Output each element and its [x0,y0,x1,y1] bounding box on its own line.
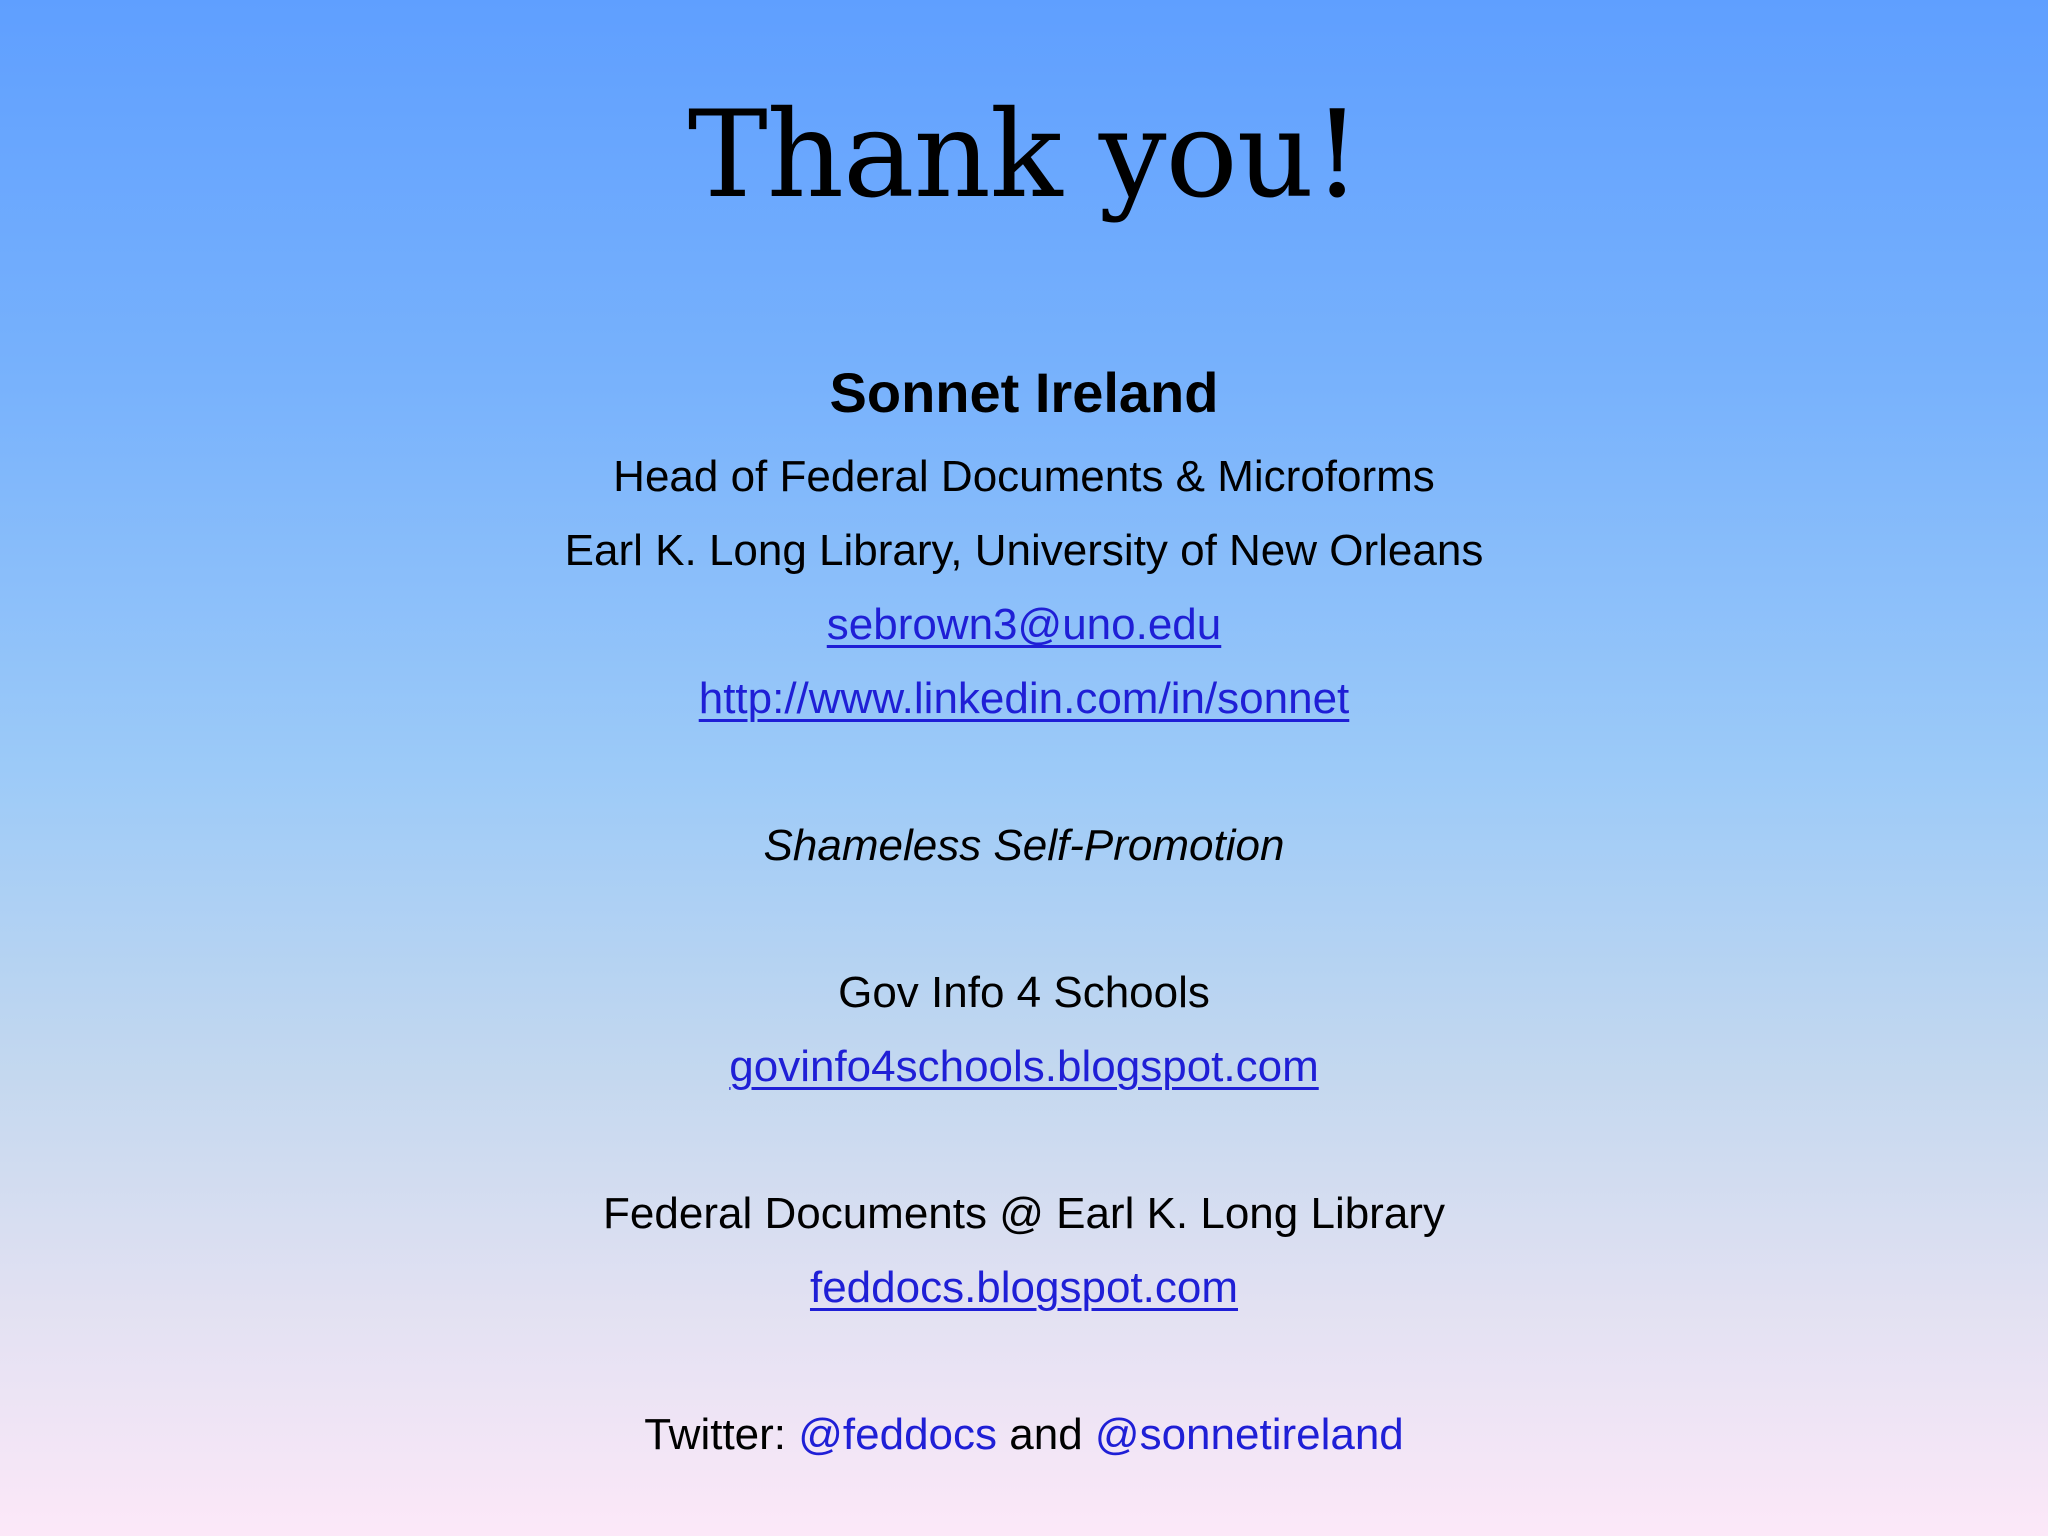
twitter-label: Twitter: [644,1410,787,1459]
presenter-position: Head of Federal Documents & Microforms [613,452,1435,501]
email-link[interactable]: sebrown3@uno.edu [826,600,1222,649]
email-row [0,595,2048,655]
twitter-handle-feddocs[interactable]: @feddocs [798,1410,998,1459]
blog2-link[interactable]: feddocs.blogspot.com [809,1263,1239,1312]
presenter-name: Sonnet Ireland [829,361,1219,424]
blog2-row [0,1258,2048,1318]
twitter-row [0,1405,2048,1465]
linkedin-link[interactable]: http://www.linkedin.com/in/sonnet [698,674,1350,723]
blog1-title: Gov Info 4 Schools [838,968,1210,1017]
blog1-link[interactable]: govinfo4schools.blogspot.com [729,1042,1319,1091]
blog2-title: Federal Documents @ Earl K. Long Library [603,1189,1445,1238]
presenter-organization: Earl K. Long Library, University of New Orleans [564,526,1484,575]
blog1-row [0,1037,2048,1097]
twitter-and: and [1009,1410,1083,1459]
linkedin-row [0,669,2048,729]
slide-title: Thank you! [687,86,1361,225]
promo-heading: Shameless Self-Promotion [763,821,1285,870]
twitter-handle-sonnetireland[interactable]: @sonnetireland [1094,1410,1404,1459]
